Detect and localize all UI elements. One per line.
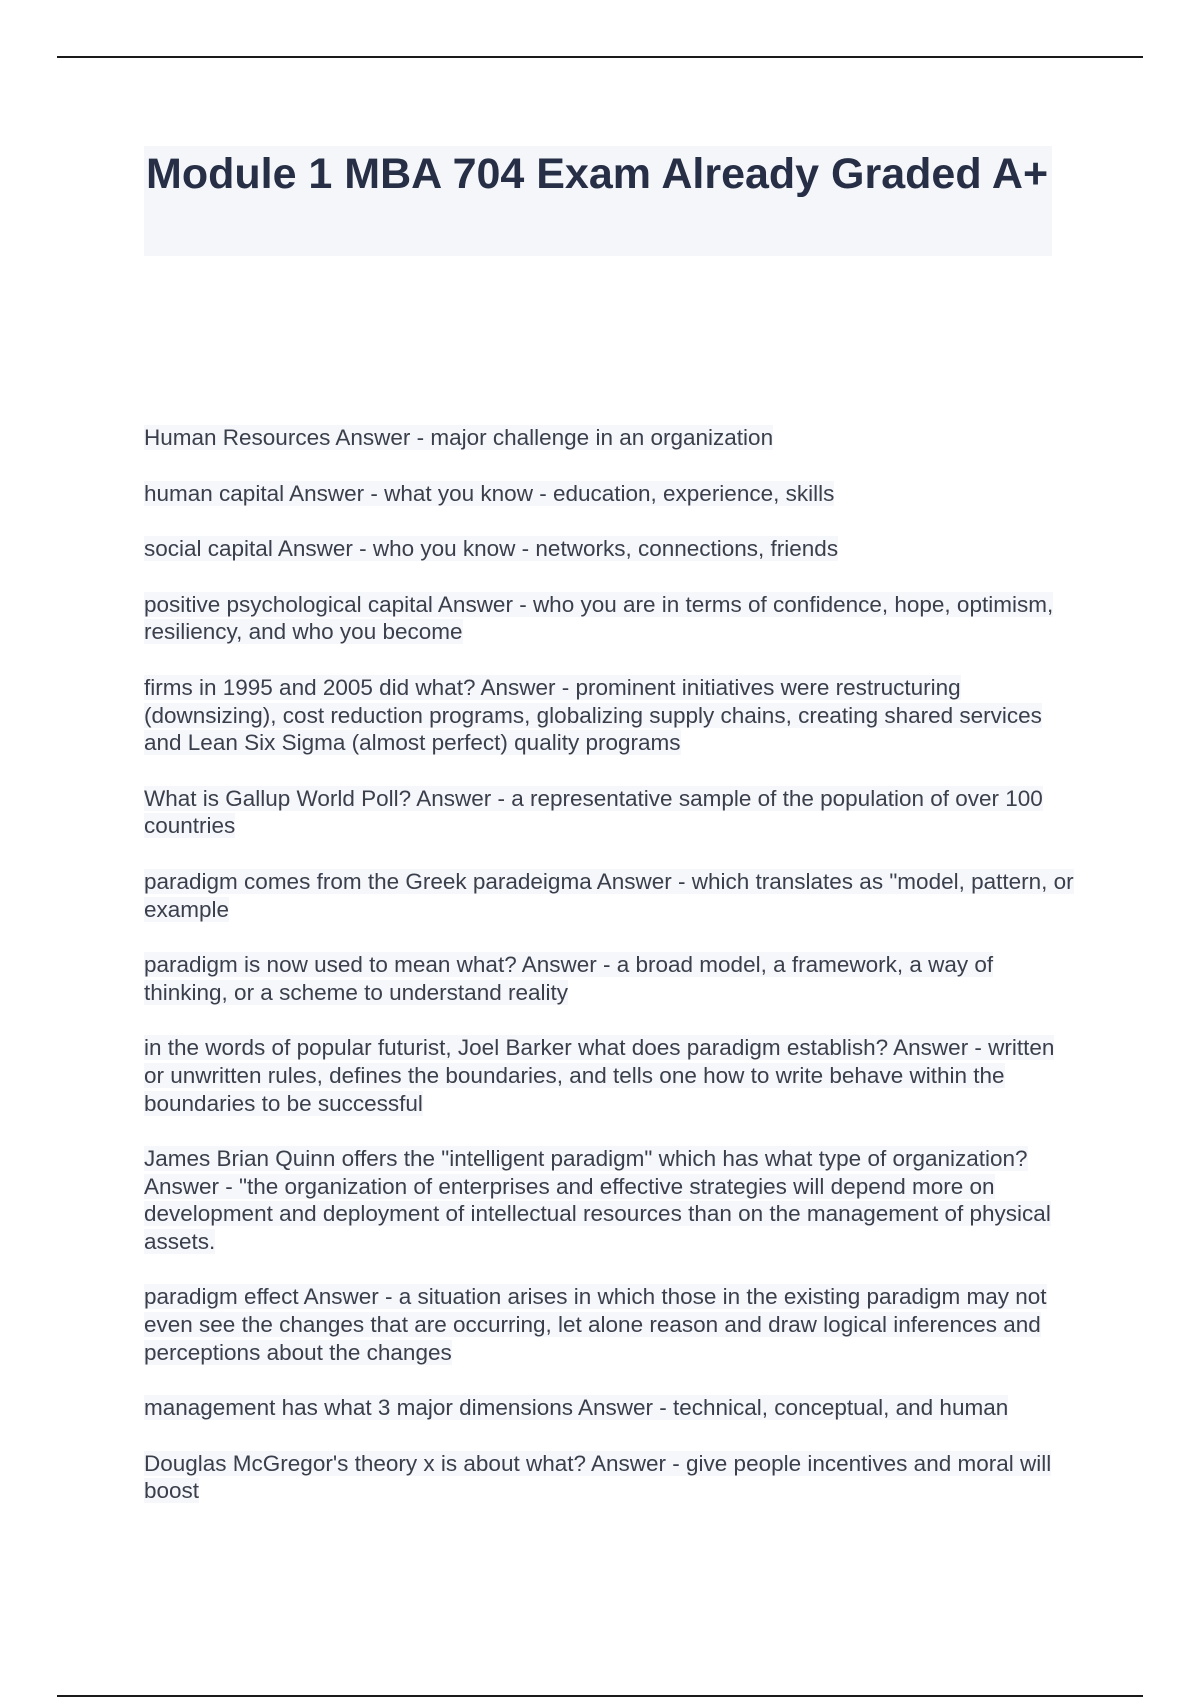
qa-text: paradigm effect Answer - a situation arises in which those in the existing paradigm may not even see the changes that are occurring, let alone reason and draw logical inferences and perceptions about the changes (144, 1284, 1047, 1365)
qa-item-12 (144, 1394, 1074, 1422)
qa-text: Human Resources Answer - major challenge in an organization (144, 425, 774, 450)
qa-text: in the words of popular futurist, Joel Barker what does paradigm establish? Answer - written or unwritten rules, defines the boundaries, and tells one how to write behave within the boundaries to be successful (144, 1035, 1055, 1116)
qa-item-7 (144, 868, 1074, 923)
document-title: Module 1 MBA 704 Exam Already Graded A+ (146, 150, 1049, 198)
qa-text: human capital Answer - what you know - education, experience, skills (144, 480, 835, 506)
qa-text: management has what 3 major dimensions Answer - technical, conceptual, and human (144, 1395, 1009, 1421)
qa-text: firms in 1995 and 2005 did what? Answer - prominent initiatives were restructuring (downsizing), cost reduction programs, globalizing supply chains, creating shared services and Lean Six Sigma (almost perfect) quality programs (144, 674, 1042, 756)
qa-text: Douglas McGregor's theory x is about what? Answer - give people incentives and moral will boost (144, 1450, 1052, 1504)
qa-item-3 (144, 535, 1074, 563)
qa-text: James Brian Quinn offers the "intelligent paradigm" which has what type of organization? Answer - "the organization of enterprises and effective strategies will depend more on development and deployment of intellectual resources than on the management of physical assets. (144, 1146, 1051, 1254)
qa-text: paradigm is now used to mean what? Answer - a broad model, a framework, a way of thinking, or a scheme to understand reality (144, 952, 994, 1005)
qa-item-4 (144, 591, 1074, 646)
qa-item-5 (144, 674, 1074, 757)
qa-item-2 (144, 480, 1074, 508)
qa-item-11 (144, 1283, 1074, 1366)
qa-text: positive psychological capital Answer - who you are in terms of confidence, hope, optimism, resiliency, and who you become (144, 591, 1054, 645)
qa-item-8 (144, 951, 1074, 1006)
qa-text: paradigm comes from the Greek paradeigma Answer - which translates as "model, pattern, or example (144, 868, 1074, 922)
title-block (144, 146, 1052, 256)
qa-text: social capital Answer - who you know - networks, connections, friends (144, 536, 839, 562)
qa-list (144, 424, 1074, 1533)
qa-text: What is Gallup World Poll? Answer - a representative sample of the population of over 100 countries (144, 785, 1043, 839)
qa-item-6 (144, 785, 1074, 840)
qa-item-10 (144, 1145, 1074, 1255)
qa-item-9 (144, 1034, 1074, 1117)
header-rule (57, 56, 1143, 58)
qa-item-1 (144, 424, 1074, 452)
qa-item-13 (144, 1450, 1074, 1505)
footer-rule (57, 1695, 1143, 1697)
